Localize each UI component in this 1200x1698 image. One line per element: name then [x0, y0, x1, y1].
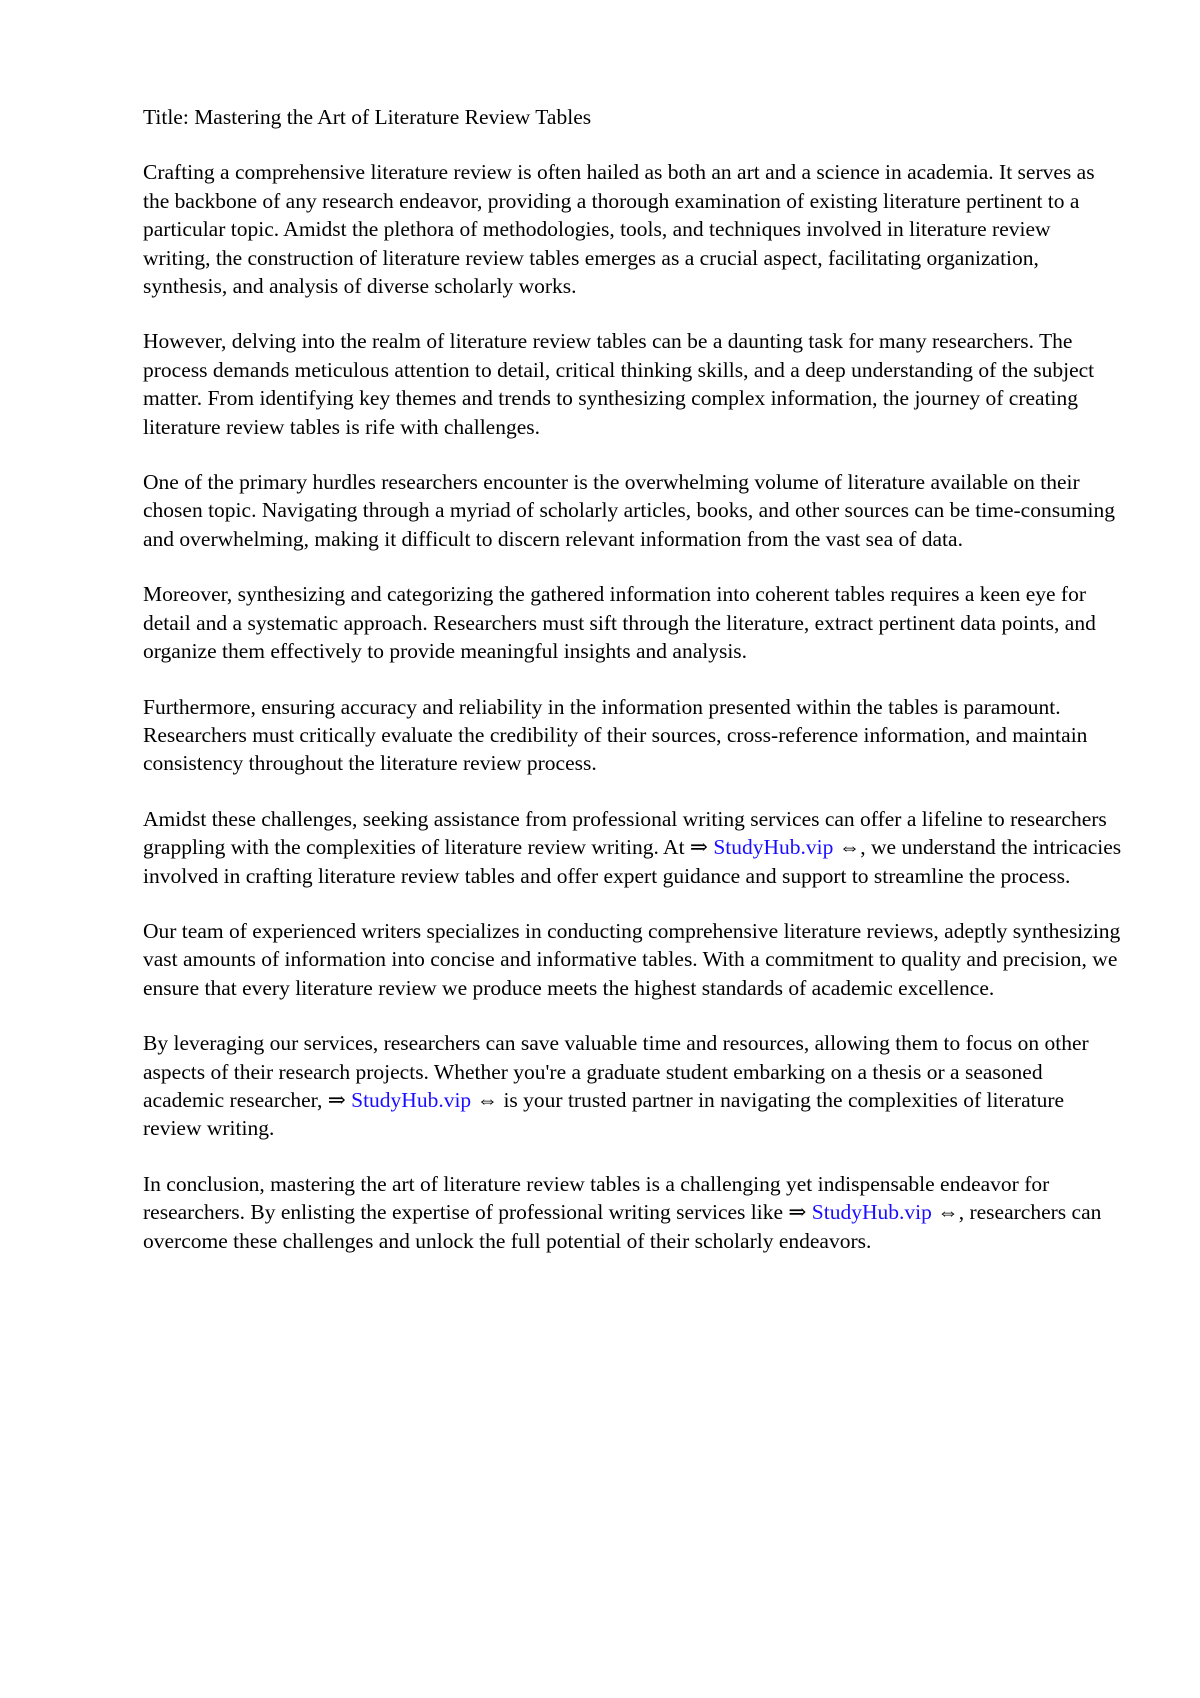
document-page: [143, 103, 1123, 1282]
studyhub-link[interactable]: StudyHub.vip: [713, 835, 834, 860]
paragraph-8-text-after: ⇔ is your trusted partner in navigating the complexities of literature review writing.: [143, 1087, 1065, 1141]
paragraph-1: Crafting a comprehensive literature review is often hailed as both an art and a science in academia. It serves as the backbone of any research endeavor, providing a thorough examination of existing literature pertinent to a particular topic. Amidst the plethora of methodologies, tools, and techniques involved in literature review writing, the construction of literature review tables emerges as a crucial aspect, facilitating organization, synthesis, and analysis of diverse scholarly works.: [143, 160, 1095, 299]
studyhub-link[interactable]: StudyHub.vip: [351, 1087, 472, 1112]
paragraph-9-text-after: ⇔, researchers can overcome these challenges and unlock the full potential of their scholarly endeavors.: [143, 1200, 1102, 1253]
paragraph-9-text-before: In conclusion, mastering the art of literature review tables is a challenging yet indispensable endeavor for researchers. By enlisting the expertise of professional writing services like ⇒: [143, 1171, 1050, 1225]
paragraph-9: [143, 1170, 1123, 1255]
paragraph-7: Our team of experienced writers specializes in conducting comprehensive literature reviews, adeptly synthesizing vast amounts of information into concise and informative tables. With a commitment to quality and precision, we ensure that every literature review we produce meets the highest standards of academic excellence.: [143, 918, 1121, 1000]
studyhub-link[interactable]: StudyHub.vip: [811, 1200, 932, 1225]
paragraph-8: [143, 1029, 1123, 1143]
paragraph-2: However, delving into the realm of literature review tables can be a daunting task for many researchers. The process demands meticulous attention to detail, critical thinking skills, and a deep understanding of the subject matter. From identifying key themes and trends to synthesizing complex information, the journey of creating literature review tables is rife with challenges.: [143, 329, 1095, 439]
paragraph-5: Furthermore, ensuring accuracy and reliability in the information presented within the tables is paramount. Researchers must critically evaluate the credibility of their sources, cross-reference information, and maintain consistency throughout the literature review process.: [143, 694, 1088, 776]
paragraph-3: One of the primary hurdles researchers encounter is the overwhelming volume of literature available on their chosen topic. Navigating through a myriad of scholarly articles, books, and other sources can be time-consuming and overwhelming, making it difficult to discern relevant information from the vast sea of data.: [143, 470, 1116, 551]
paragraph-8-text-before: By leveraging our services, researchers can save valuable time and resources, allowing them to focus on other aspects of their research projects. Whether you're a graduate student embarking on a thesis or a seasoned academic researcher, ⇒: [143, 1031, 1089, 1112]
paragraph-6-text-after: ⇔, we understand the intricacies involved in crafting literature review tables and offer expert guidance and support to streamline the process.: [143, 835, 1122, 888]
paragraph-6-text-before: Amidst these challenges, seeking assistance from professional writing services can offer a lifeline to researchers grappling with the complexities of literature review writing. At ⇒: [143, 806, 1107, 860]
paragraph-4: Moreover, synthesizing and categorizing the gathered information into coherent tables requires a keen eye for detail and a systematic approach. Researchers must sift through the literature, extract pertinent data points, and organize them effectively to provide meaningful insights and analysis.: [143, 582, 1096, 664]
document-title: Title: Mastering the Art of Literature Review Tables: [143, 105, 592, 129]
paragraph-6: [143, 805, 1123, 890]
